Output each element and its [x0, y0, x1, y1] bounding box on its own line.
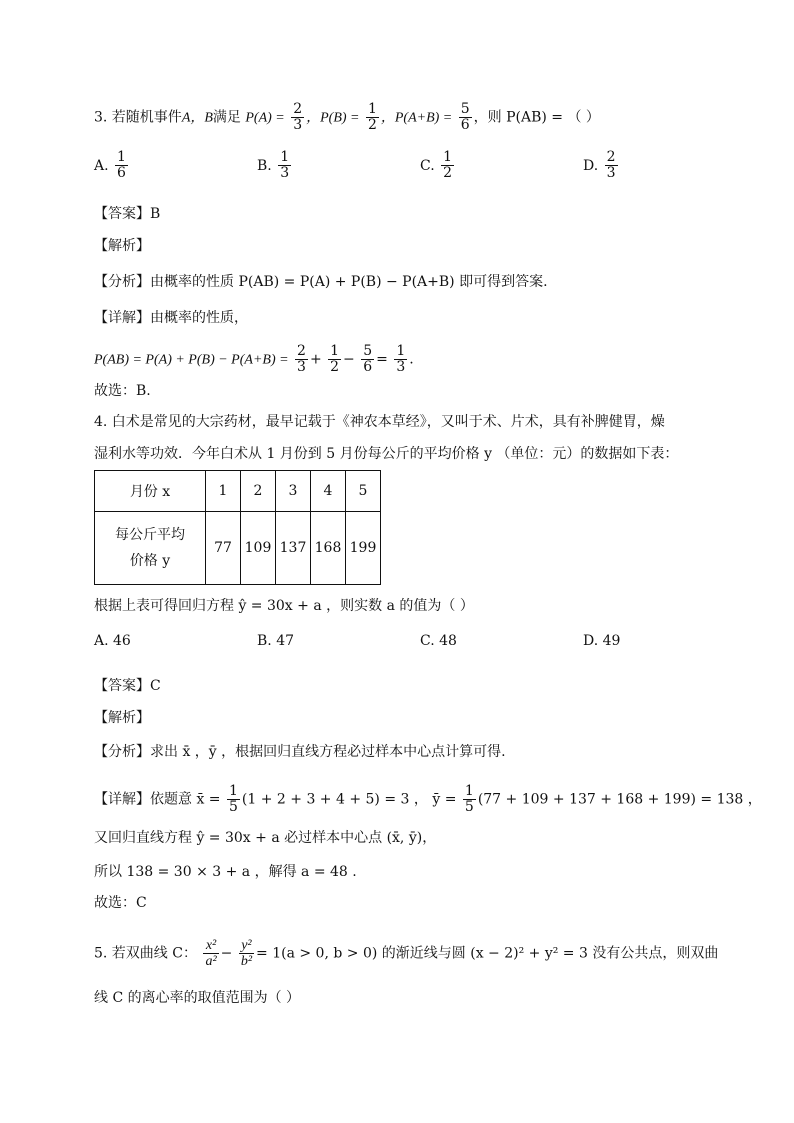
- q4-table-row-price: [95, 512, 381, 585]
- q3-option-b: [257, 150, 293, 181]
- q4-table-head-month: 月份 x: [95, 471, 206, 512]
- q3-option-a-label: A.: [94, 157, 109, 174]
- q3-answer: 【答案】B: [94, 206, 161, 222]
- q3-stem-mid: 满足: [212, 109, 241, 126]
- q4-table-cell: 168: [311, 512, 346, 585]
- q5-frac-x: [203, 938, 218, 969]
- q4-option-c: C. 48: [420, 633, 457, 649]
- q3-d4-den: 3: [396, 359, 406, 375]
- q4-detail-frac-y: [463, 784, 476, 815]
- q3-option-a: [94, 150, 130, 181]
- q3-detail-eq: P(AB) = P(A) + P(B) − P(A+B) = $\frac{2}{3}$ + $\frac{1}{2}$ − $\frac{5}{6}$ = $\frac{1}{3}$ .: [94, 343, 414, 375]
- q4-table-cell: 3: [276, 471, 311, 512]
- q3-pab-frac: [459, 102, 472, 133]
- q4-detail-xbar: 【详解】依题意 x̄ =: [94, 791, 221, 808]
- q3-pb-num: 1: [367, 101, 377, 117]
- q5-frac-y-den: b²: [240, 954, 253, 969]
- q4-choose: 故选：C: [94, 895, 147, 911]
- q3-option-c: [420, 150, 456, 181]
- q4-table-head-price-line-2: 价格 y: [129, 553, 171, 569]
- q3-detail-frac-1: [295, 344, 308, 375]
- q3-option-d-num: 2: [606, 149, 616, 165]
- q3-d1-num: 2: [297, 343, 306, 359]
- q3-pa-num: 2: [293, 101, 303, 117]
- q3-detail-head: 【详解】由概率的性质，: [94, 310, 248, 326]
- q4-table-head-price: [95, 512, 206, 585]
- q4-detail-frac-x: [227, 784, 240, 815]
- q3-option-a-frac: [115, 150, 128, 181]
- q3-pa: P(A) =: [245, 110, 285, 126]
- q4-option-d: D. 49: [583, 633, 621, 649]
- q4-frac-y-num: 1: [464, 783, 474, 799]
- q3-d2-den: 2: [330, 359, 340, 375]
- q5-frac-y: [239, 938, 254, 969]
- q4-analysis: 【分析】求出 x̄ ，ȳ ，根据回归直线方程必过样本中心点计算可得.: [94, 744, 506, 760]
- q3-stem-vars: A，B: [181, 110, 213, 126]
- q4-line-solve: 所以 138 = 30 × 3 + a ，解得 a = 48 .: [94, 864, 357, 880]
- q4-table-head-price-line-1: 每公斤平均: [115, 527, 185, 543]
- q4-answer: 【答案】C: [94, 678, 161, 694]
- q3-pb: ，P(B) =: [306, 110, 360, 126]
- q4-stem-line-2: 湿利水等功效．今年白术从 1 月份到 5 月份每公斤的平均价格 y （单位：元）的数据如下表：: [94, 446, 679, 462]
- q4-table-cell: 1: [206, 471, 241, 512]
- q3-pb-frac: [366, 102, 379, 133]
- q3-detail-frac-4: [394, 344, 407, 375]
- q3-stem-prefix: 3. 若随机事件: [94, 109, 182, 126]
- q5-frac-y-num: y²: [239, 938, 254, 954]
- q4-frac-y-den: 5: [464, 799, 474, 815]
- q3-option-d-den: 3: [606, 165, 616, 181]
- q3-option-b-frac: [278, 150, 291, 181]
- q3-option-d-frac: [605, 150, 618, 181]
- q4-detail-ybar-sum: (77 + 109 + 137 + 168 + 199) = 138 ，: [477, 791, 762, 808]
- q3-ask: ，则 P(AB) = （ ）: [473, 109, 600, 126]
- q4-table-cell: 5: [346, 471, 381, 512]
- q3-pab-num: 5: [460, 101, 470, 117]
- q5-frac-x-num: x²: [203, 938, 218, 954]
- q3-option-c-den: 2: [443, 165, 453, 181]
- q3-detail-frac-2: [328, 344, 341, 375]
- q5-stem-rest: = 1(a > 0, b > 0) 的渐近线与圆 (x − 2)² + y² = 3 没有公共点，则双曲: [256, 945, 719, 962]
- q5-stem-prefix: 5. 若双曲线 C：: [94, 945, 197, 962]
- q3-option-b-den: 3: [280, 165, 290, 181]
- q3-pa-frac: [291, 102, 304, 133]
- q3-pab: ，P(A+B) =: [380, 110, 453, 126]
- q3-option-c-label: C.: [420, 157, 435, 174]
- q3-pab-den: 6: [460, 117, 470, 133]
- q3-analysis: 【分析】由概率的性质 P(AB) = P(A) + P(B) − P(A+B) 即可得到答案.: [94, 274, 548, 290]
- q5-frac-x-den: a²: [205, 954, 217, 969]
- q3-stem: [94, 102, 600, 133]
- q4-frac-x-den: 5: [228, 799, 238, 815]
- q4-table-cell: 2: [241, 471, 276, 512]
- q4-option-b: B. 47: [257, 633, 295, 649]
- q4-table-row-month: [95, 471, 381, 512]
- q3-d4-num: 1: [396, 343, 406, 359]
- q4-table-cell: 4: [311, 471, 346, 512]
- q3-detail-frac-3: [361, 344, 374, 375]
- q4-detail: [94, 784, 762, 815]
- q4-table-cell: 109: [241, 512, 276, 585]
- q3-option-b-label: B.: [257, 157, 272, 174]
- q4-option-a: A. 46: [94, 633, 131, 649]
- q5-stem-line-2: 线 C 的离心率的取值范围为（ ）: [94, 990, 301, 1006]
- q4-table-cell: 77: [206, 512, 241, 585]
- q4-stem-line-1: 4. 白术是常见的大宗药材，最早记载于《神农本草经》，又叫于术、片术，具有补脾健胃，燥: [94, 414, 665, 430]
- q4-line-pass: 又回归直线方程 ŷ = 30x + a 必过样本中心点 (x̄, ȳ)，: [94, 830, 437, 846]
- q4-price-table: [94, 470, 381, 585]
- q4-question: 根据上表可得回归方程 ŷ = 30x + a ，则实数 a 的值为（ ）: [94, 598, 474, 614]
- q4-detail-xbar-sum: (1 + 2 + 3 + 4 + 5) = 3 ，: [241, 791, 428, 808]
- q3-option-a-den: 6: [117, 165, 126, 181]
- q4-frac-x-num: 1: [228, 783, 238, 799]
- q4-analysis-head: 【解析】: [94, 710, 150, 726]
- q3-choose: 故选：B.: [94, 383, 151, 399]
- q3-d3-num: 5: [363, 343, 373, 359]
- q4-table-cell: 137: [276, 512, 311, 585]
- q3-d2-num: 1: [330, 343, 340, 359]
- q3-d3-den: 6: [363, 359, 373, 375]
- q3-option-d: [583, 150, 620, 181]
- q3-analysis-head: 【解析】: [94, 238, 150, 254]
- q3-option-a-num: 1: [117, 149, 126, 165]
- q3-option-b-num: 1: [280, 149, 290, 165]
- q4-table-cell: 199: [346, 512, 381, 585]
- q3-d1-den: 3: [297, 359, 306, 375]
- q3-option-c-frac: [441, 150, 454, 181]
- q3-option-c-num: 1: [443, 149, 453, 165]
- q3-pb-den: 2: [367, 117, 377, 133]
- q3-detail-eq-text: P(AB) = P(A) + P(B) − P(A+B) =: [94, 352, 289, 368]
- q3-option-d-label: D.: [583, 157, 599, 174]
- q3-pa-den: 3: [293, 117, 303, 133]
- q5-stem-line-1: 5. 若双曲线 C： $\frac{\text{x²}}{\text{a²}}$ − $\frac{\text{y²}}{\text{b²}}$ = 1(a > 0, b > 0) 的渐近线与圆 (x − 2)² + y² = 3 没有公共点，则双曲: [94, 938, 719, 969]
- q4-detail-ybar: ȳ =: [432, 791, 457, 808]
